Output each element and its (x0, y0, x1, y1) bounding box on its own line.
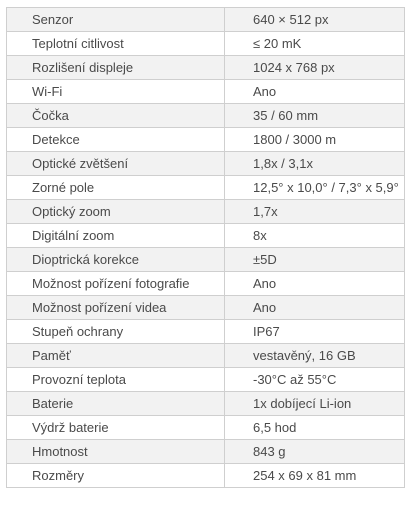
spec-value: 1,8x / 3,1x (225, 152, 405, 176)
spec-row (7, 8, 405, 32)
spec-value: Ano (225, 272, 405, 296)
spec-label: Digitální zoom (7, 224, 225, 248)
spec-row (7, 80, 405, 104)
spec-value: 35 / 60 mm (225, 104, 405, 128)
spec-label: Hmotnost (7, 440, 225, 464)
spec-label: Dioptrická korekce (7, 248, 225, 272)
spec-label: Optický zoom (7, 200, 225, 224)
spec-row (7, 344, 405, 368)
spec-row (7, 176, 405, 200)
spec-table-body (7, 8, 405, 488)
spec-row (7, 32, 405, 56)
spec-table (6, 7, 405, 488)
spec-row (7, 272, 405, 296)
spec-label: Paměť (7, 344, 225, 368)
spec-row (7, 248, 405, 272)
spec-label: Teplotní citlivost (7, 32, 225, 56)
spec-value: 1024 x 768 px (225, 56, 405, 80)
spec-value: 640 × 512 px (225, 8, 405, 32)
spec-value: ≤ 20 mK (225, 32, 405, 56)
spec-label: Rozlišení displeje (7, 56, 225, 80)
spec-label: Wi-Fi (7, 80, 225, 104)
spec-label: Baterie (7, 392, 225, 416)
spec-value: 254 x 69 x 81 mm (225, 464, 405, 488)
spec-label: Možnost pořízení fotografie (7, 272, 225, 296)
spec-label: Možnost pořízení videa (7, 296, 225, 320)
spec-label: Detekce (7, 128, 225, 152)
spec-row (7, 56, 405, 80)
spec-value: IP67 (225, 320, 405, 344)
spec-label: Zorné pole (7, 176, 225, 200)
spec-row (7, 152, 405, 176)
spec-label: Provozní teplota (7, 368, 225, 392)
spec-value: 12,5° x 10,0° / 7,3° x 5,9° (225, 176, 405, 200)
spec-row (7, 128, 405, 152)
spec-row (7, 416, 405, 440)
spec-row (7, 296, 405, 320)
spec-label: Rozměry (7, 464, 225, 488)
spec-label: Výdrž baterie (7, 416, 225, 440)
spec-value: vestavěný, 16 GB (225, 344, 405, 368)
spec-row (7, 104, 405, 128)
spec-label: Optické zvětšení (7, 152, 225, 176)
spec-value: 1800 / 3000 m (225, 128, 405, 152)
spec-value: 843 g (225, 440, 405, 464)
spec-value: 6,5 hod (225, 416, 405, 440)
spec-row (7, 224, 405, 248)
spec-row (7, 320, 405, 344)
spec-value: Ano (225, 296, 405, 320)
spec-label: Čočka (7, 104, 225, 128)
spec-row (7, 368, 405, 392)
spec-row (7, 392, 405, 416)
spec-value: -30°C až 55°C (225, 368, 405, 392)
spec-value: 8x (225, 224, 405, 248)
spec-label: Stupeň ochrany (7, 320, 225, 344)
spec-row (7, 200, 405, 224)
spec-value: Ano (225, 80, 405, 104)
spec-row (7, 440, 405, 464)
spec-label: Senzor (7, 8, 225, 32)
spec-value: ±5D (225, 248, 405, 272)
spec-row (7, 464, 405, 488)
spec-value: 1x dobíjecí Li-ion (225, 392, 405, 416)
spec-value: 1,7x (225, 200, 405, 224)
